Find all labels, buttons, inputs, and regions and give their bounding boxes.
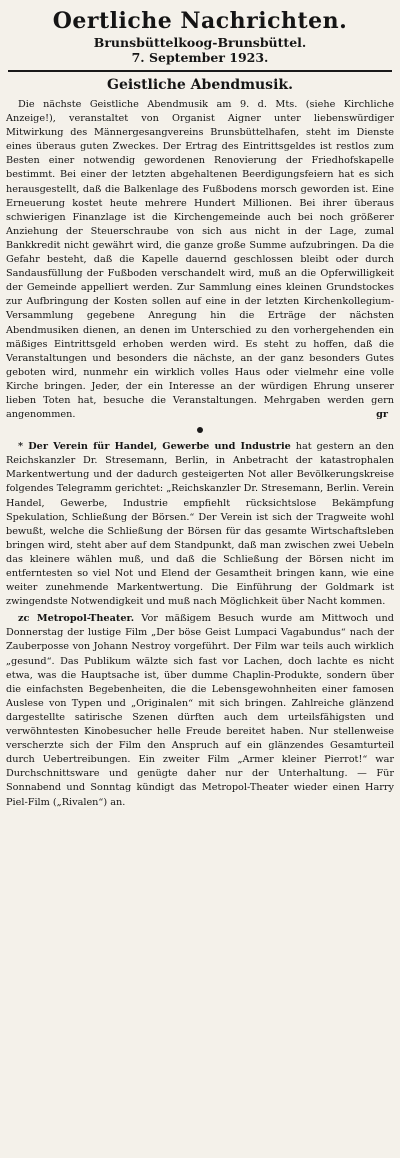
article-verein-body: * Der Verein für Handel, Gewerbe und Industrie hat gestern an den Reichskanzler Dr. Stresemann, Berlin, in Anbetracht der katastrophalen Markentwertung und der dadurch gesteigerten Not aller Bevölkerungskreise folgendes Telegramm gerichtet: „Reichskanzler Dr. Stresemann, Berlin. Verein Handel, Gewerbe, Industrie empfiehlt rücksichtslose Bekämpfung Spekulation, Schließung der Börsen.“ Der Verein ist sich der Tragweite wohl bewußt, welche die Schließung der Börsen für das gesamte Wirtschaftsleben bringen wird, steht aber auf dem Standpunkt, daß man zwischen zwei Uebeln das kleinere wählen muß, und daß die Schließung der Börsen nicht im entferntesten so viel Not und Elend der Gesamtheit bringen kann, wie eine weiter zunehmende Markentwertung. Die Einführung der Goldmark ist zwingendste Notwendigkeit und muß nach Möglichkeit über Nacht kommen.: [6, 441, 394, 608]
article-signature: gr: [376, 409, 388, 421]
article-verein-lead: * Der Verein für Handel, Gewerbe und Industrie: [18, 441, 291, 453]
header-divider: [8, 70, 392, 72]
article-verein: [6, 440, 394, 609]
article-metropol: [6, 612, 394, 809]
column-date: 7. September 1923.: [131, 50, 269, 65]
column-title: Oertliche Nachrichten.: [52, 8, 348, 34]
separator-dot-icon: [197, 427, 203, 433]
article-abendmusik: [6, 98, 394, 422]
article-separator: [6, 424, 394, 438]
article-abendmusik-body: Die nächste Geistliche Abendmusik am 9. d. Mts. (siehe Kirchliche Anzeige!), veranstaltet von Organist Aigner unter liebenswürdiger Mitwirkung des Männergesangvereins Brunsbüttelhafen, steht im Dienste eines überaus guten Zweckes. Der Ertrag des Eintrittsgeldes ist restlos zum Besten einer notwendig gewordenen Renovierung der Friedhofskapelle bestimmt. Bei einer der letzten abgehaltenen Beerdigungsfeiern hat es sich herausgestellt, daß die Balkenlage des Fußbodens morsch geworden ist. Eine Erneuerung kostet heute mehrere Hundert Millionen. Bei ihrer überaus schwierigen Finanzlage ist die Kirchengemeinde auch bei noch größerer Anziehung der Steuerschraube von sich aus nicht in der Lage, zumal Bankkredit nicht gewährt wird, die ganze große Summe aufzubringen. Da die Gefahr besteht, daß die Kapelle dauernd geschlossen bleibt oder durch Sandausfüllung der Fußboden verschandelt wird, muß an die Opferwilligkeit der Gemeinde appelliert werden. Zur Sammlung eines kleinen Grundstockes zur Aufbringung der Kosten sollen auf eine in der letzten Kirchenkollegium-Versammlung gegebene Anregung hin die Erträge der nächsten Abendmusiken dienen, an denen im Unterschied zu den vorhergehenden ein mäßiges Eintrittsgeld erhoben werden wird. Es steht zu hoffen, daß die Veranstaltungen und besonders die nächste, an der ganz besonders Gutes geboten wird, nunmehr ein wirklich volles Haus oder vielmehr eine volle Kirche bringen. Jeder, der ein Interesse an der würdigen Ehrung unserer lieben Toten hat, besuche die Veranstaltungen. Mehrgaben werden gern angenommen. gr: [6, 98, 394, 422]
article-metropol-body: zc Metropol-Theater. Vor mäßigem Besuch wurde am Mittwoch und Donnerstag der lustige Film „Der böse Geist Lumpaci Vagabundus“ nach der Zauberposse von Johann Nestroy vorgeführt. Der Film war teils auch wirklich „gesund“. Das Publikum wälzte sich fast vor Lachen, doch lachte es nicht etwa, was die Hauptsache ist, über dumme Chaplin-Produkte, sondern über die einfachsten Begebenheiten, die die Lebensgewohnheiten einer famosen Auslese von Typen und „Originalen“ mit sich bringen. Zahlreiche glänzend dargestellte satirische Szenen dürften auch dem urteilsfähigsten und verwöhntesten Kinobesucher helle Freude bereitet haben. Nur stellenweise verscherzte sich der Film den Anspruch auf ein glänzendes Gesamturteil durch Uebertreibungen. Ein zweiter Film „Armer kleiner Pierrot!“ war Durchschnittsware und genügte daher nur der Unterhaltung. — Für Sonnabend und Sonntag kündigt das Metropol-Theater wieder einen Harry Piel-Film („Rivalen“) an.: [6, 613, 394, 808]
article-metropol-lead: zc Metropol-Theater.: [18, 613, 135, 625]
article-title-abendmusik: Geistliche Abendmusik.: [107, 77, 293, 93]
column-place: Brunsbüttelkoog-Brunsbüttel.: [93, 35, 307, 50]
column-header: [6, 8, 394, 65]
